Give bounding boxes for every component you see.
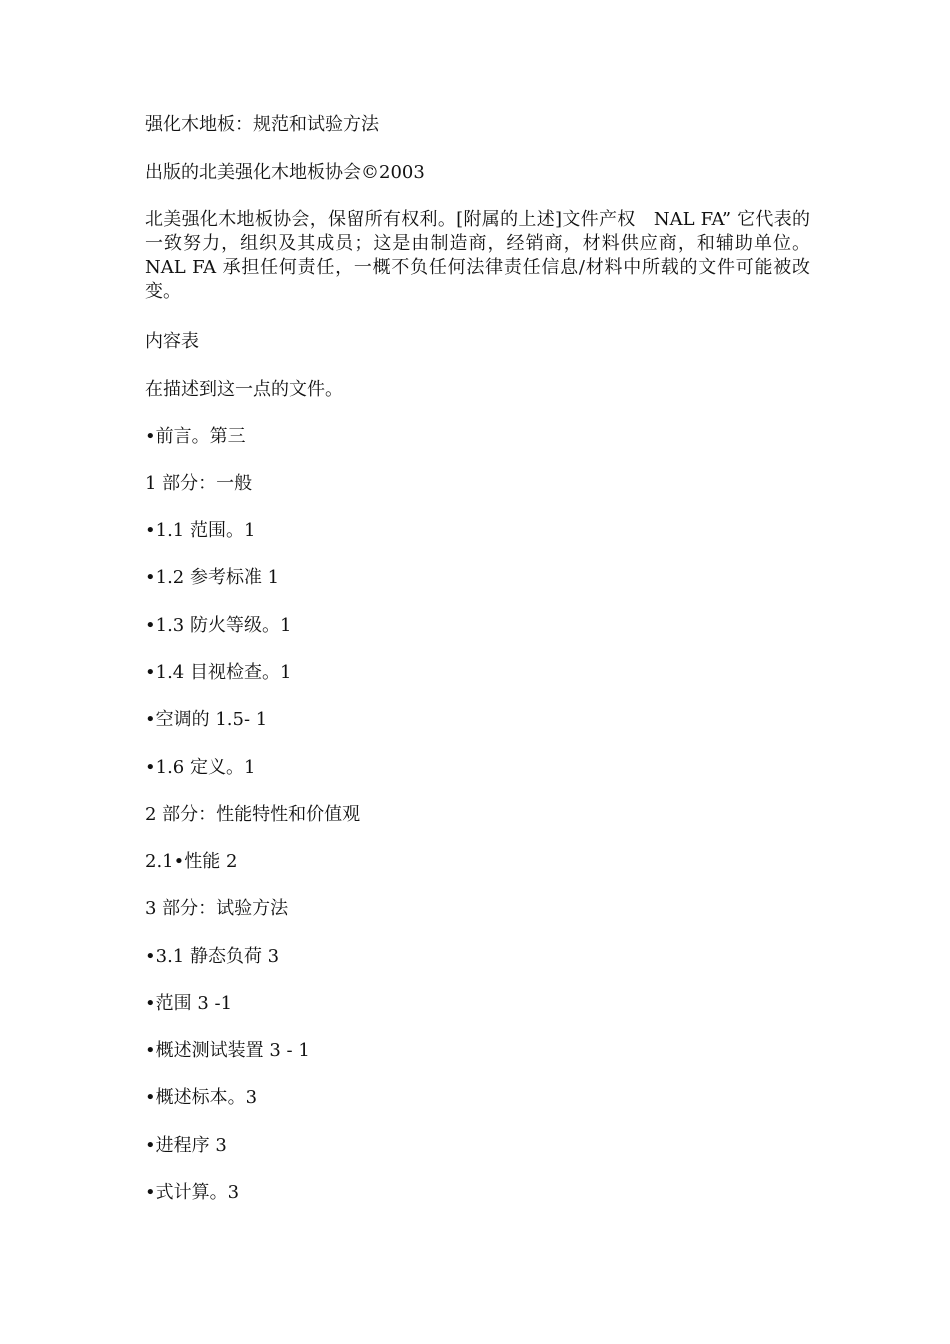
toc-section-3: 3 部分：试验方法 [145, 898, 289, 919]
toc-entry-specimen: •概述标本。3 [145, 1087, 258, 1108]
toc-entry-foreword: •前言。第三 [145, 426, 246, 447]
toc-entry-1-3: •1.3 防火等级。1 [145, 615, 292, 636]
toc-entry-scope: •范围 3 -1 [145, 993, 233, 1014]
toc-intro: 在描述到这一点的文件。 [145, 379, 343, 400]
toc-entry-2-1: 2.1•性能 2 [145, 851, 238, 872]
document-title: 强化木地板：规范和试验方法 [145, 114, 379, 135]
toc-entry-1-1: •1.1 范围。1 [145, 520, 256, 541]
toc-entry-3-1: •3.1 静态负荷 3 [145, 946, 280, 967]
toc-entry-1-5: •空调的 1.5- 1 [145, 709, 268, 730]
toc-section-1: 1 部分：一般 [145, 473, 253, 494]
toc-entry-1-4: •1.4 目视检查。1 [145, 662, 292, 683]
toc-entry-1-6: •1.6 定义。1 [145, 757, 256, 778]
toc-heading: 内容表 [145, 331, 199, 352]
toc-section-2: 2 部分：性能特性和价值观 [145, 804, 361, 825]
toc-entry-calculation: •式计算。3 [145, 1182, 240, 1203]
toc-entry-1-2: •1.2 参考标准 1 [145, 567, 280, 588]
toc-entry-procedure: •进程序 3 [145, 1135, 227, 1156]
publisher-line: 出版的北美强化木地板协会©2003 [145, 162, 425, 183]
toc-entry-apparatus: •概述测试装置 3 - 1 [145, 1040, 310, 1061]
copyright-notice: 北美强化木地板协会，保留所有权利。[附属的上述]文件产权 NAL FA” 它代表的一致努力，组织及其成员；这是由制造商，经销商，材料供应商，和辅助单位。NAL FA 承担任何责任，一概不负任何法律责任信息/材料中所载的文件可能被改变。 [145, 209, 810, 302]
